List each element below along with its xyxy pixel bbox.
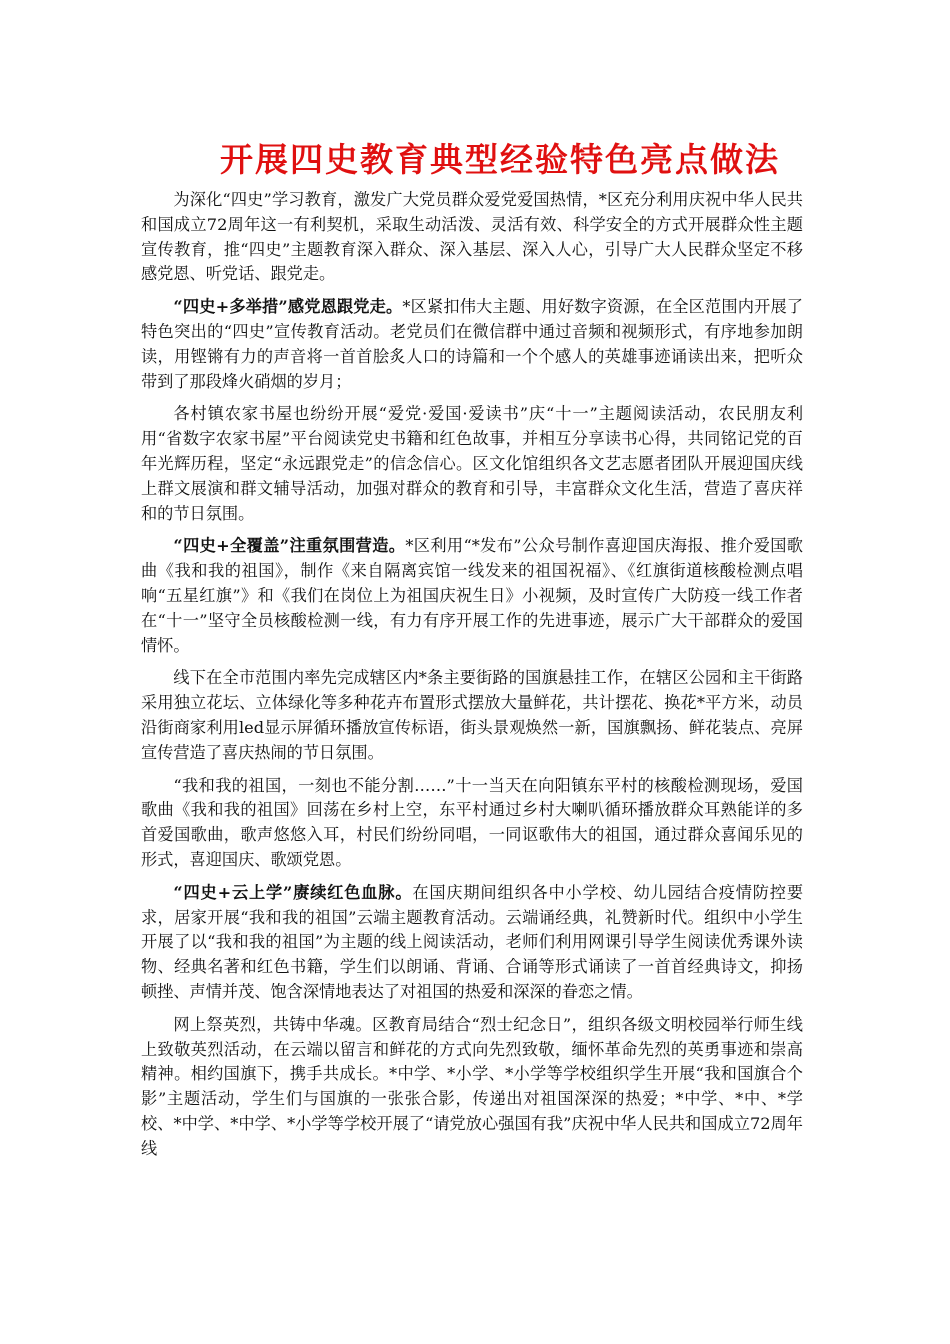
paragraph-section-3 bbox=[141, 881, 803, 1005]
document-body bbox=[141, 188, 803, 1169]
section-heading: “四史+云上学”赓续红色血脉。 bbox=[173, 882, 413, 902]
section-heading: “四史+多举措”感党恩跟党走。 bbox=[173, 297, 403, 317]
paragraph-section-2 bbox=[141, 534, 803, 658]
paragraph-section-1-cont bbox=[141, 402, 803, 526]
paragraph-text: *区紧扣伟大主题、用好数字资源，在全区范围内开展了特色突出的“四史”宣传教育活动。老党员们在微信群中通过音频和视频形式，有序地参加朗读，用铿锵有力的声音将一首首脍炙人口的诗篇和一个个感人的英雄事迹诵读出来，把听众带到了那段烽火硝烟的岁月； bbox=[141, 297, 803, 391]
paragraph-intro bbox=[141, 188, 803, 287]
paragraph-text: 在国庆期间组织各中小学校、幼儿园结合疫情防控要求，居家开展“我和我的祖国”云端主题教育活动。云端诵经典，礼赞新时代。组织中小学生开展了以“我和我的祖国”为主题的线上阅读活动，老师们利用网课引导学生阅读优秀课外读物、经典名著和红色书籍，学生们以朗诵、背诵、合诵等形式诵读了一首首经典诗文，抑扬顿挫、声情并茂、饱含深情地表达了对祖国的热爱和深深的眷恋之情。 bbox=[141, 882, 804, 1001]
paragraph-text: *区利用“*发布”公众号制作喜迎国庆海报、推介爱国歌曲《我和我的祖国》，制作《来自隔离宾馆一线发来的祖国祝福》、《红旗街道核酸检测点唱响“五星红旗”》和《我们在岗位上为祖国庆祝生日》小视频，及时宣传广大防疫一线工作者在“十一”坚守全员核酸检测一线，有力有序开展工作的先进事迹，展示广大干部群众的爱国情怀。 bbox=[141, 536, 803, 655]
paragraph-section-3-cont bbox=[141, 1013, 803, 1162]
paragraph-section-2-cont-a bbox=[141, 666, 803, 765]
paragraph-section-1 bbox=[141, 295, 803, 394]
paragraph-text: 网上祭英烈，共铸中华魂。区教育局结合“烈士纪念日”，组织各级文明校园举行师生线上致敬英烈活动，在云端以留言和鲜花的方式向先烈致敬，缅怀革命先烈的英勇事迹和崇高精神。相约国旗下，携手共成长。*中学、*小学、*小学等学校组织学生开展“我和国旗合个影”主题活动，学生们与国旗的一张张合影，传递出对祖国深深的热爱；*中学、*中、*学校、*中学、*中学、*小学等学校开展了“请党放心强国有我”庆祝中华人民共和国成立72周年线 bbox=[141, 1014, 803, 1158]
document-title: 开展四史教育典型经验特色亮点做法 bbox=[220, 140, 780, 179]
paragraph-section-2-cont-b bbox=[141, 774, 803, 873]
paragraph-text: 为深化“四史”学习教育，激发广大党员群众爱党爱国热情，*区充分利用庆祝中华人民共和国成立72周年这一有利契机，采取生动活泼、灵活有效、科学安全的方式开展群众性主题宣传教育，推“四史”主题教育深入群众、深入基层、深入人心，引导广大人民群众坚定不移感党恩、听党话、跟党走。 bbox=[141, 190, 803, 284]
paragraph-text: 线下在全市范围内率先完成辖区内*条主要街路的国旗悬挂工作，在辖区公园和主干街路采用独立花坛、立体绿化等多种花卉布置形式摆放大量鲜花，共计摆花、换花*平方米，动员沿街商家利用led显示屏循环播放宣传标语，街头景观焕然一新，国旗飘扬、鲜花装点、亮屏宣传营造了喜庆热闹的节日氛围。 bbox=[141, 668, 803, 762]
paragraph-text: 各村镇农家书屋也纷纷开展“爱党·爱国·爱读书”庆“十一”主题阅读活动，农民朋友利用“省数字农家书屋”平台阅读党史书籍和红色故事，并相互分享读书心得，共同铭记党的百年光辉历程，坚定“永远跟党走”的信念信心。区文化馆组织各文艺志愿者团队开展迎国庆线上群文展演和群文辅导活动，加强对群众的教育和引导，丰富群众文化生活，营造了喜庆祥和的节日氛围。 bbox=[141, 404, 803, 523]
section-heading: “四史+全覆盖”注重氛围营造。 bbox=[173, 536, 406, 556]
paragraph-text: “我和我的祖国，一刻也不能分割……”十一当天在向阳镇东平村的核酸检测现场，爱国歌曲《我和我的祖国》回荡在乡村上空，东平村通过乡村大喇叭循环播放群众耳熟能详的多首爱国歌曲，歌声悠悠入耳，村民们纷纷同唱，一同讴歌伟大的祖国，通过群众喜闻乐见的形式，喜迎国庆、歌颂党恩。 bbox=[141, 775, 803, 869]
